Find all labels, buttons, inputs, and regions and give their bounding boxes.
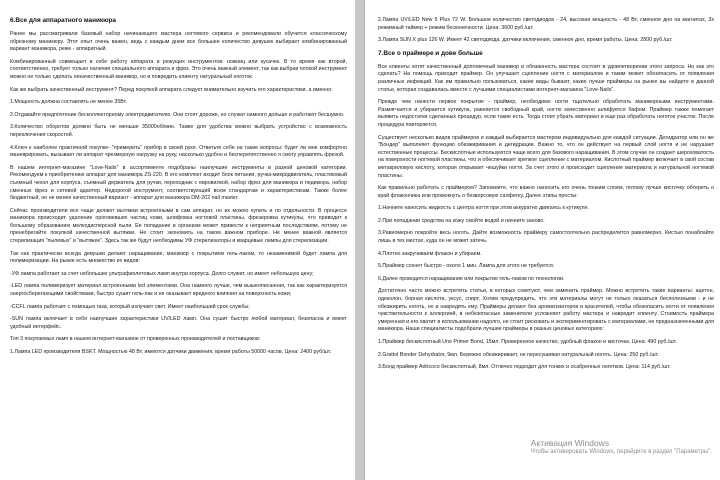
- paragraph: 3.Равномерно покройте весь ноготь. Дайте возможность праймеру самостоятельно распределится равномерно. Кистью понаблайте лишь в тех местах, куда он не может затечь.: [378, 230, 714, 245]
- paragraph: Как правильно работать с праймером? Запомните, что важно наносить его очень тонким слоем, потому лучше кисточку обтереть о край флакончика или промокнуть о безворсовую салфетку. Далее этапы просты:: [378, 185, 714, 199]
- paragraph: Как же выбрать качественный инструмент? Перед покупкой аппарата следует внимательно изучить его характеристики, а именно:: [10, 86, 333, 93]
- paragraph-container: [378, 17, 714, 45]
- paragraph: Топ 3 покупаемых ламп в нашем интернет-магазине от проверенных производителей и поставщиков:: [10, 336, 261, 343]
- paragraph: 1.Праймер бескислотный Uno Primer Bond, 15мл. Проверенное качество, удобный флакон и кисточка. Цена: 490 руб./шт.: [378, 339, 677, 345]
- paragraph: 1.Мощность должна составлять не менее 35Вт.: [10, 99, 127, 106]
- paragraph: 5.Праймер сохнет быстро - около 1 мин. Лампа для этого не требуется.: [378, 263, 555, 270]
- paragraph: -LED лампа полимеризует материал встроенными led элементами. Она намного лучше, чем вышеописанная, так как характеризуется энергосберегающими свойствами, быстро сушит гель-лак и не оказывает вредного влияния на поверхность кожи;: [10, 283, 347, 298]
- document-page-right: [365, 0, 720, 480]
- paragraph: Прежде чем нанести первое покрытие - праймер, необходимо ногти тщательно обработать маникюрными инструментами. Размягчается и убирается кутикула, равняется свободный край, ногтю качественно шлифуется бафом. Праймер также помогает выявить недостатки сделанных процедур, если такие есть. Тогда стоит убрать материал и еще раз обработать ноготок участок. После процедура повторяется.: [378, 99, 714, 128]
- paragraph: 1.Лампа LED производителя BSKT. Мощностью 48 Вт, имеются датчики движения, время работы 50000 часов. Цена: 2400 руб/шт.: [10, 349, 332, 355]
- paragraph: 3.Количество оборотов должно быть не меньше 35000об/мин. Также для удобства можно выбрать устройство с возможность переключения скоростей.: [10, 124, 347, 138]
- paragraph: -УФ лампа работает за счет небольших ультрафиолетовых ламп внутри корпуса. Долго служит, но имеет небольшую цену;: [10, 270, 314, 277]
- paragraph: 2.Лампа UV/LED New 5 Plus 72 W. Большое количество светодиодов - 24, высокая мощность - 48 Вт, сменное дно на магнитах, 3х режимный таймер + режим бесконечности. Цена: 3600 руб./шт.: [378, 17, 714, 31]
- paragraph: Достаточно часто можно встретить статьи, в которых советуют, чем заменить праймер. Можно встретить такие варианты: ацетон, одеколон, борная кислота, уксус, спирт. Хотим предупредить, что эти материалы могут не только оказаться бесполезными - и не обезжирить ноготь, но и навредить ему. Праймеры делают без ароматизаторов и красителей, чтобы обезопасить ногти от появления чувствительности к аллергией, в небезопасные заменители усложняет работу мастера и навредит клиенту. Стоимость праймера умеренная и его хватит в использовании надолго, не стоит рисковать и экспериментировать с материалами, не предназначенными для маникюра. Наши специалисты подобрали лучшие праймеры в разных ценовых категориях:: [378, 288, 714, 333]
- document-page-left: [0, 0, 355, 480]
- watermark-subtitle: Чтобы активировать Windows, перейдите в раздел "Параметры".: [530, 449, 712, 455]
- paragraph: Все клиенты хотят качественный долговечный маникюр и обязанность мастера состоит в удовлетворении этого запроса. Но как это сделать? На помощь приходит праймер. Он улучшает сцепление ногтя с материалом и таким может обезопасить от появления различных инфекций. Как им правильно пользоваться, какие виды бывают, какие лучше праймеры на рынке вы найдете в данной статье, которая создавалась вместе с лучшими специалистами интернет-магазина "Love-Nails".: [378, 63, 714, 93]
- paragraph: Так как практически всегда девушки делают наращивание, маникюр с покрытием гель-лаком, то незаменимой будет лампа для полимеризации. На рынке есть множество их видов:: [10, 250, 347, 265]
- paragraph: 2.При попадании средства на кожу смойте водой и начните заново.: [378, 217, 545, 224]
- paragraph: 2.Отдавайте предпочтение бесколлекторному электродвигателю. Они стоят дороже, но служат намного дольше и работают бесшумно.: [10, 111, 345, 118]
- watermark-title: Активация Windows: [530, 438, 610, 448]
- paragraph: Сейчас производители все чаще делают вытяжки встроенными в сам аппарат, но их можно купить и по отдельности. В процессе маникюра происходит удаление ороговевших частиц кожи, шлифовка ногтевой пластины, фрезеровка кутикулы, что приводит к большому образованию мелкодисперсной пыли. Ее попадание в организм может привести к неприятным последствиям, потому не пренебрегайте покупкой качественной вытяжки. Не стоит экономить на таком важном приборе. Не менее важной является стерилизация "пылевых" и "вытяжек". Здесь так же будут необходимы УФ стерилизаторы и кварцевые лампы для стерилизации.: [10, 207, 347, 245]
- paragraph: Комбинированный совмещает в себе работу аппарата и режущих инструментов: ножниц или кусачек. В то время как второй, соответственно, требует только наличия специального аппарата и фрез. Это очень важный элемент, так как выбрав плохой инструмент можно не только сделать некачественный маникюр, но и повредить клиенту натуральный ноготок.: [10, 58, 347, 80]
- paragraph: 4.Ключ к наиболее практичной покупке- "примерить" прибор в своей руке. Ответьте себе на такие вопросы: будет ли мне комфортно маневрировать, вызывает ли аппарат чрезмерную нагрузку на руку, насколько удобно и бесперепятственно я смогу управлять фрезой.: [10, 144, 347, 159]
- paragraph: 2.Grattol Bonder Dehydrator, 9мл. Бережно обезжиривает, не пересушивая натуральный ноготь. Цена: 250 руб./шт.: [378, 351, 659, 358]
- paragraph: -CCFL лампа работает с помощью газа, который излучает свет. Имеет наибольший срок службы;: [10, 303, 250, 310]
- section-heading: 7.Все о праймере и дове больше: [378, 49, 483, 57]
- page-gutter: [355, 0, 365, 480]
- paragraph: Существует несколько видов праймеров и каждый выбирается мастером индивидуально для каждой ситуации. Дегидратор или он же "Бондер" выполняет функцию обезжиривания и дегидрации. Важно то, что он действует на первый слой ногтя и не нарушает естественные процессы. Бескислотные используются чаще всего для базового наращивания. В этом случае он создает шероховатость на поверхности ногтевой пластины, что и обеспечивает крепкое сцепление с материалом. Кислотный праймер включает в свой состав метакриловую кислоту, которая открывает чешуйки ногтя. За счет этого и происходит сцепление материала и натуральной ногтевой пластины.: [378, 134, 714, 179]
- paragraph-container: [378, 64, 714, 372]
- paragraph-container: [10, 31, 347, 357]
- paragraph: -SUN лампа включает в себя наилучшие характеристики UV/LED ламп. Она сушит быстро любой материал, безопасна и имеет удобный интерфейс.: [10, 316, 347, 330]
- paragraph: 1.Начните наносить жидкость с центра ногтя при этом аккуратно двигаясь к кутикуле.: [378, 205, 590, 212]
- paragraph: Ранее мы рассматривали базовый набор начинающего мастера ногтевого сервиса и рекомендовали обучится классическому обрезному маникюру. Этот опыт очень важен, ведь с каждым днем все большее количество девушек выбирает комбинированный вариант маникюра, реже - аппаратный.: [10, 31, 347, 53]
- windows-activation-watermark: [531, 438, 712, 456]
- section-heading: 6.Все для аппаратного маникюра: [10, 17, 116, 24]
- paragraph: 3.Лампа SUN X plus 126 W. Имеет 42 светодиода, датчики включения, сменное дно, время работы. Цена: 2800 руб./шт.: [378, 37, 673, 44]
- paragraph: 4.Плотно закручиваем флакон и убираем.: [378, 250, 482, 257]
- paragraph: 6.Далее проводится наращивание или покрытие гель-лаком по технологии.: [378, 275, 565, 282]
- paragraph: 3.Бонд праймер Adricoco бескислотный, 8мл. Отлично подходит для тонких и осабренных ноготков. Цена: 114 руб./шт.: [378, 364, 671, 371]
- paragraph: В нашем интернет-магазине "Love-Nails" в ассортименте подобраны наилучшие инструменты в разной ценовой категории. Рекомендуем к приобретению аппарат для маникюра ZS-220. В его комплект входит блок питания, ручка-микродвигатель, пластиковый съемный чехол для корпуса, съемный держатель для ручки, переходник с евровилкой, набор фрез для маникюра и педикюра, набор сменных фрез и сетевой адаптер. Недорогой инструмент, соответствующий всем стандартам и характеристикам. Также более бюджетный, но не менее качественный вариант - аппарат для маникюра DM-202 nail master.: [10, 164, 347, 202]
